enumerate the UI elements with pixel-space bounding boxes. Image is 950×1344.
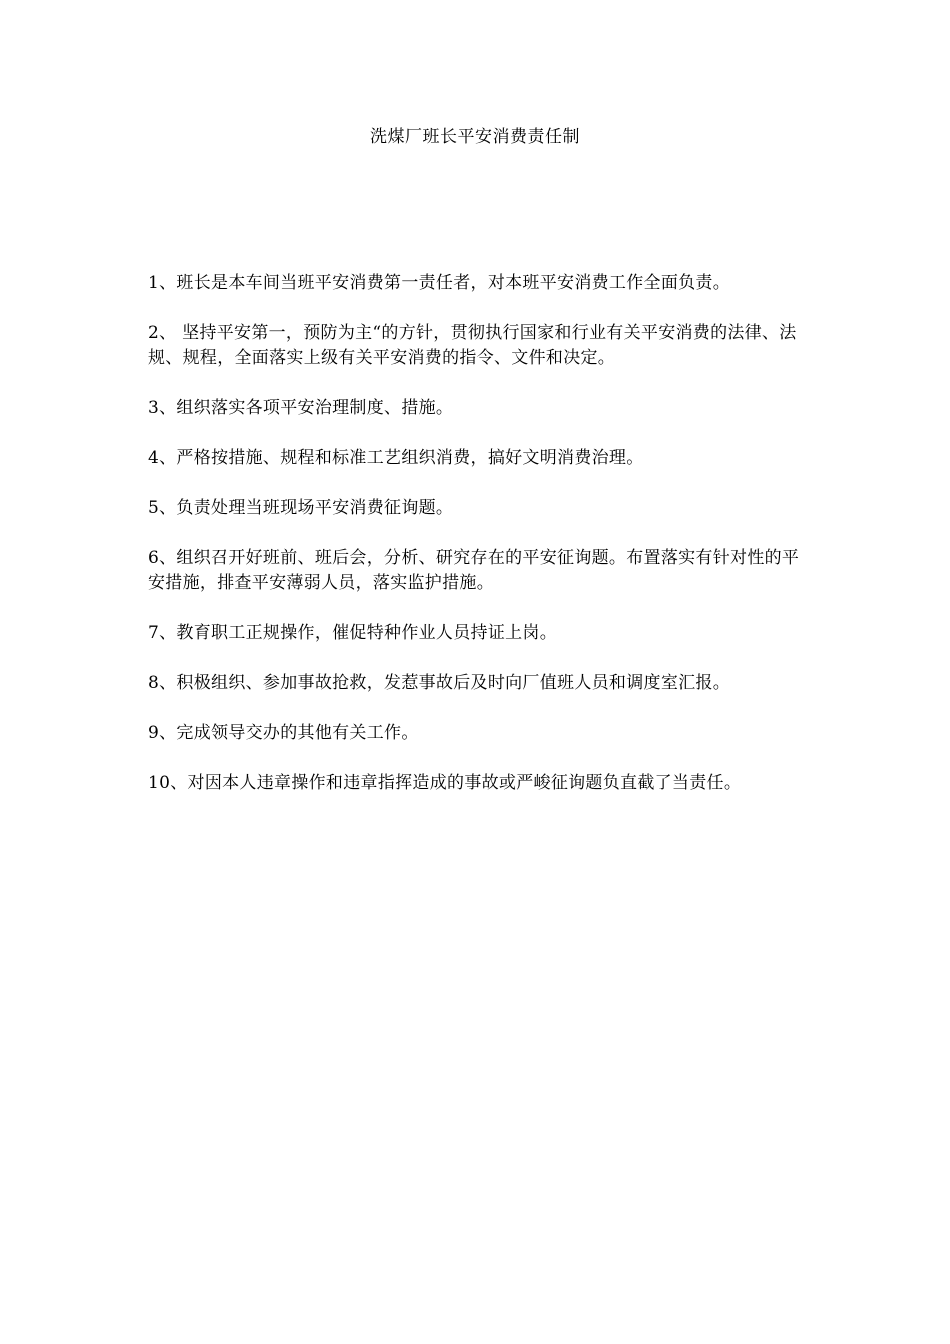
clause-1: 1、班长是本车间当班平安消费第一责任者，对本班平安消费工作全面负责。 bbox=[148, 273, 731, 293]
clause-2: 2、 坚持平安第一，预防为主“的方针，贯彻执行国家和行业有关平安消费的法律、法规、规程，全面落实上级有关平安消费的指令、文件和决定。 bbox=[148, 323, 797, 368]
clause-list bbox=[148, 271, 808, 821]
clause-9: 9、完成领导交办的其他有关工作。 bbox=[148, 723, 419, 743]
document-title: 洗煤厂班长平安消费责任制 bbox=[370, 127, 580, 147]
clause-6: 6、组织召开好班前、班后会，分析、研究存在的平安征询题。布置落实有针对性的平安措施，排查平安薄弱人员，落实监护措施。 bbox=[148, 548, 800, 593]
clause-3: 3、组织落实各项平安治理制度、措施。 bbox=[148, 398, 454, 418]
clause-5: 5、负责处理当班现场平安消费征询题。 bbox=[148, 498, 454, 518]
clause-10: 10、对因本人违章操作和违章指挥造成的事故或严峻征询题负直截了当责任。 bbox=[148, 773, 742, 793]
clause-8: 8、积极组织、参加事故抢救，发惹事故后及时向厂值班人员和调度室汇报。 bbox=[148, 673, 731, 693]
clause-4: 4、严格按措施、规程和标准工艺组织消费，搞好文明消费治理。 bbox=[148, 448, 644, 468]
clause-7: 7、教育职工正规操作，催促特种作业人员持证上岗。 bbox=[148, 623, 558, 643]
